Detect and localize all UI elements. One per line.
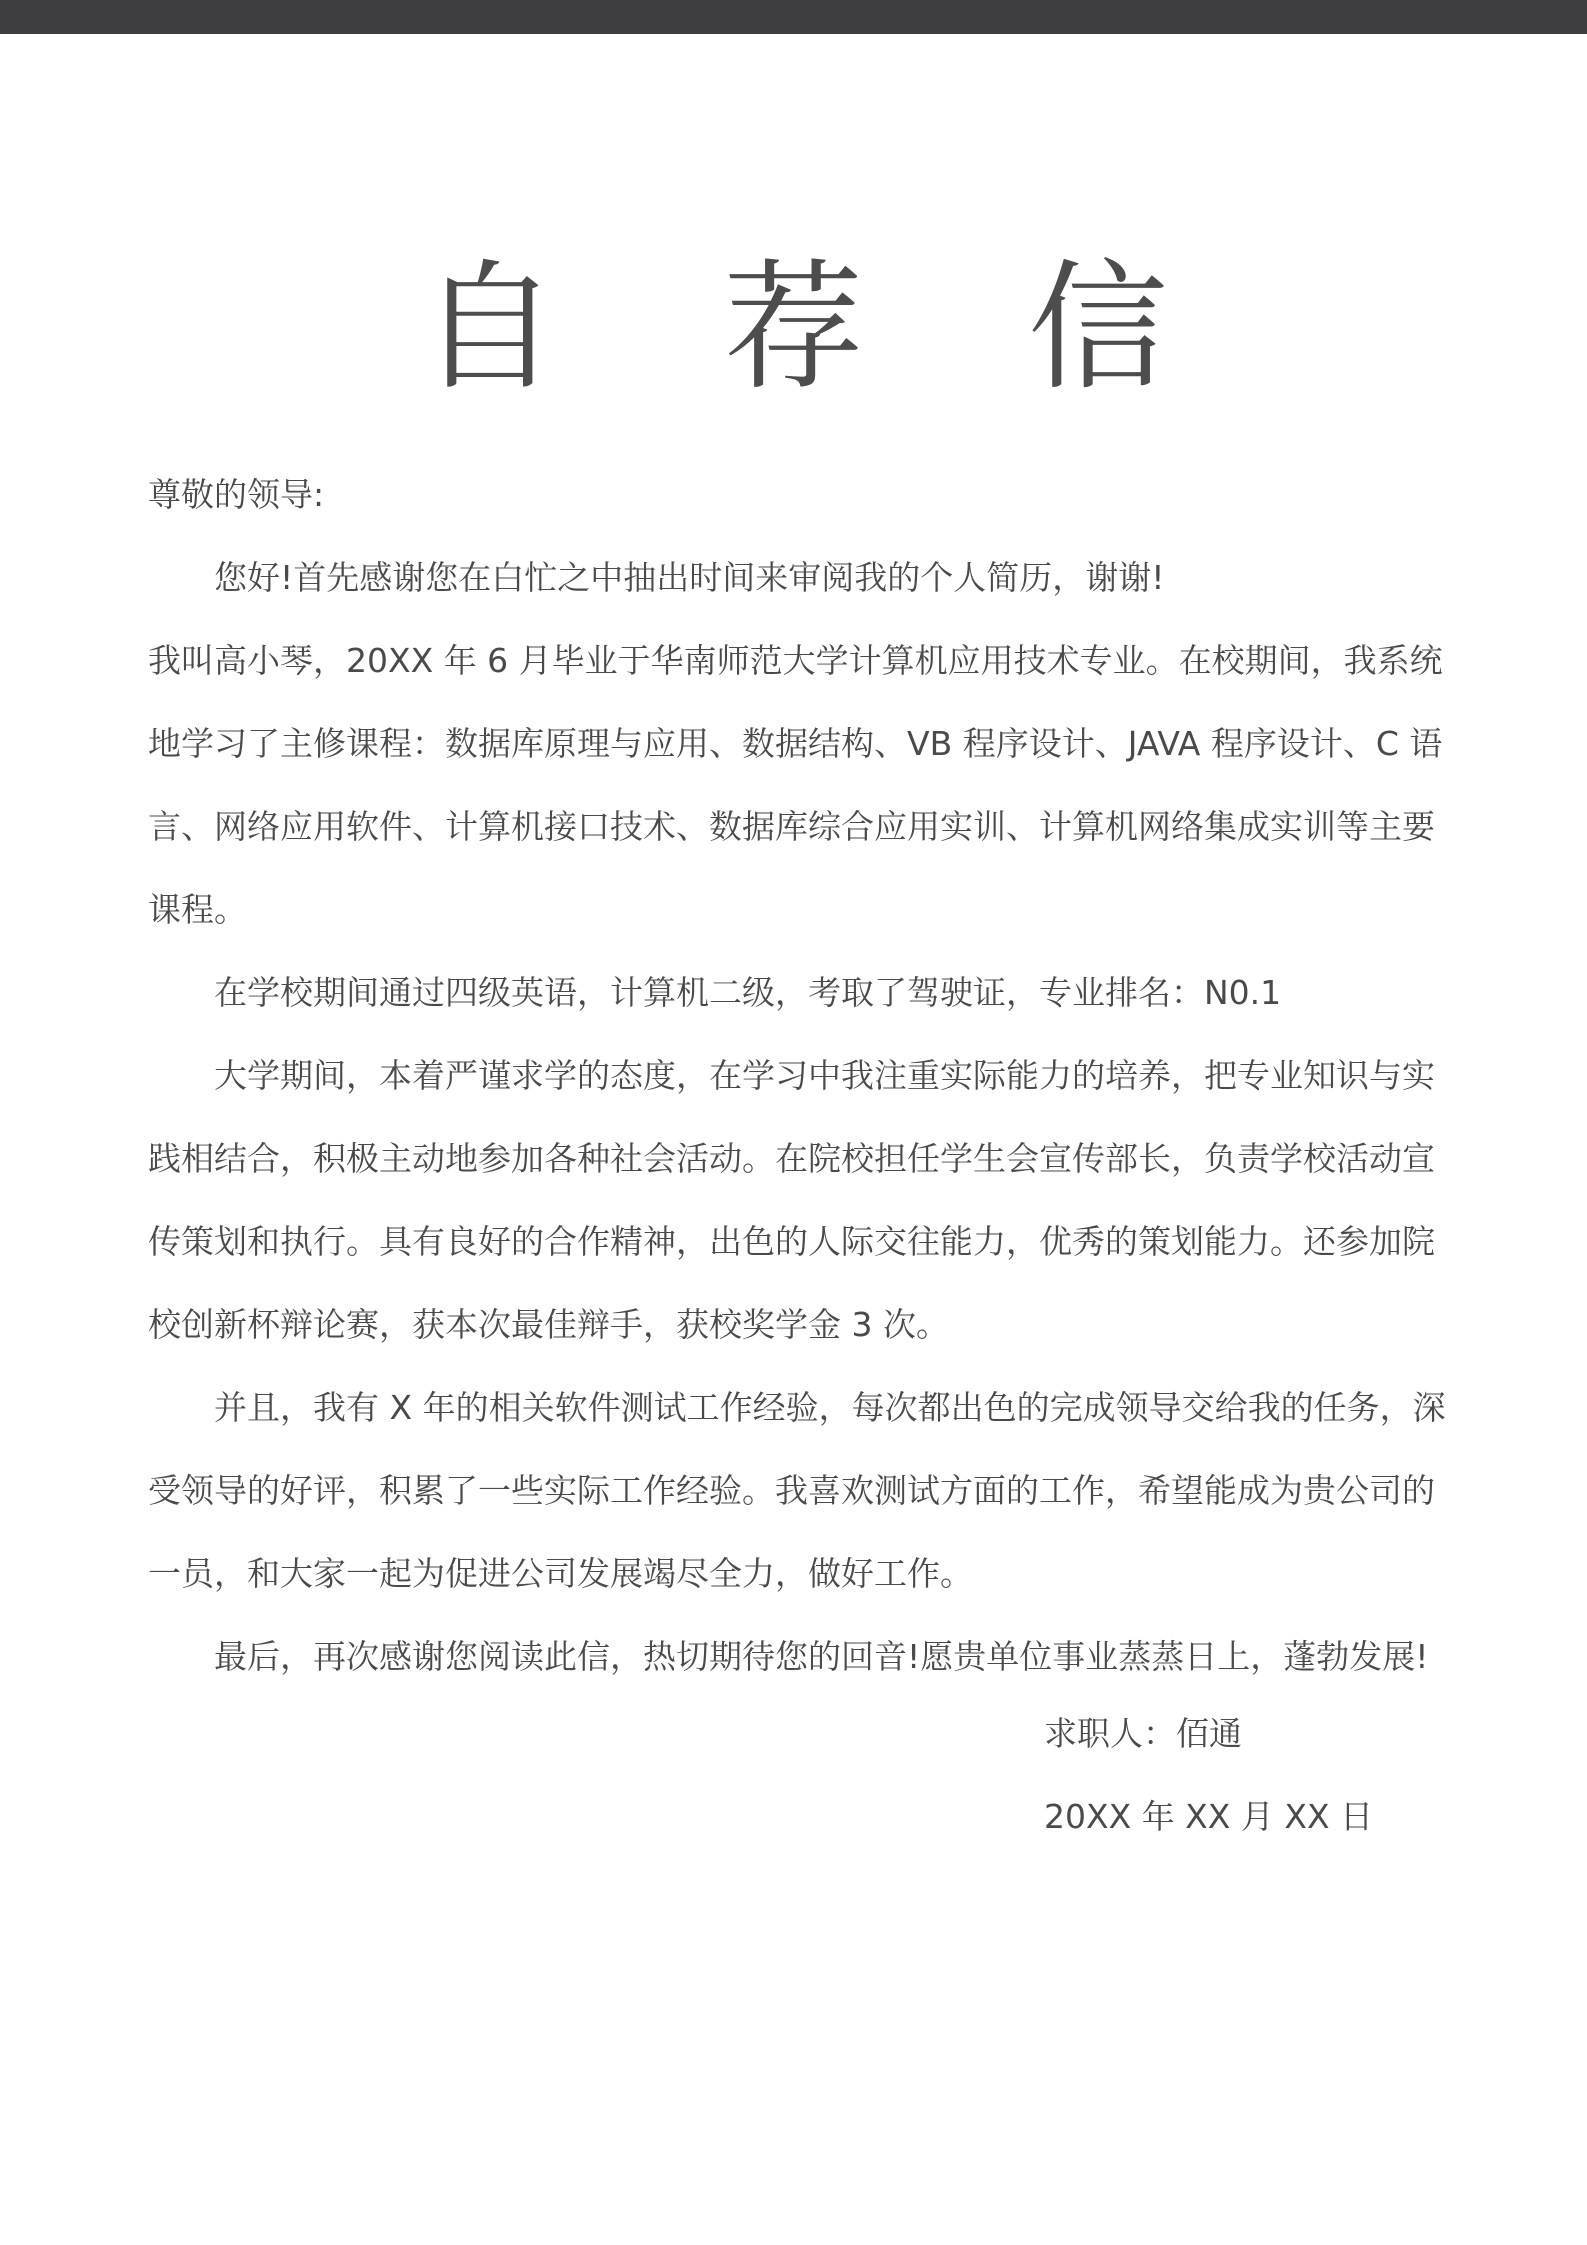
- letter-date: 20XX 年 XX 月 XX 日: [1044, 1797, 1374, 1836]
- paragraph-experience: 并且，我有 X 年的相关软件测试工作经验，每次都出色的完成领导交给我的任务，深受领导的好评，积累了一些实际工作经验。我喜欢测试方面的工作，希望能成为贵公司的一员，和大家一起为促进公司发展竭尽全力，做好工作。: [148, 1388, 1446, 1593]
- paragraph-closing: 最后，再次感谢您阅读此信，热切期待您的回音!愿贵单位事业蒸蒸日上，蓬勃发展!: [214, 1637, 1429, 1676]
- salutation: 尊敬的领导:: [148, 475, 325, 514]
- paragraph-university: 大学期间，本着严谨求学的态度，在学习中我注重实际能力的培养，把专业知识与实践相结合，积极主动地参加各种社会活动。在院校担任学生会宣传部长，负责学校活动宣传策划和执行。具有良好的合作精神，出色的人际交往能力，优秀的策划能力。还参加院校创新杯辩论赛，获本次最佳辩手，获校奖学金 3 次。: [148, 1056, 1435, 1344]
- applicant-name: 求职人：佰通: [1044, 1714, 1242, 1753]
- paragraph-certificates: 在学校期间通过四级英语，计算机二级，考取了驾驶证，专业排名：N0.1: [214, 973, 1282, 1012]
- paragraph-greeting: 您好!首先感谢您在白忙之中抽出时间来审阅我的个人简历，谢谢!: [214, 558, 1165, 597]
- letter-body: [148, 453, 1448, 1698]
- signature-block: [1044, 1692, 1373, 1858]
- top-bar: [0, 0, 1587, 34]
- paragraph-education: 我叫高小琴，20XX 年 6 月毕业于华南师范大学计算机应用技术专业。在校期间，我系统地学习了主修课程：数据库原理与应用、数据结构、VB 程序设计、JAVA 程序设计、C 语言、网络应用软件、计算机接口技术、数据库综合应用实训、计算机网络集成实训等主要课程。: [148, 641, 1443, 929]
- page-title: 自 荐 信: [418, 246, 1228, 410]
